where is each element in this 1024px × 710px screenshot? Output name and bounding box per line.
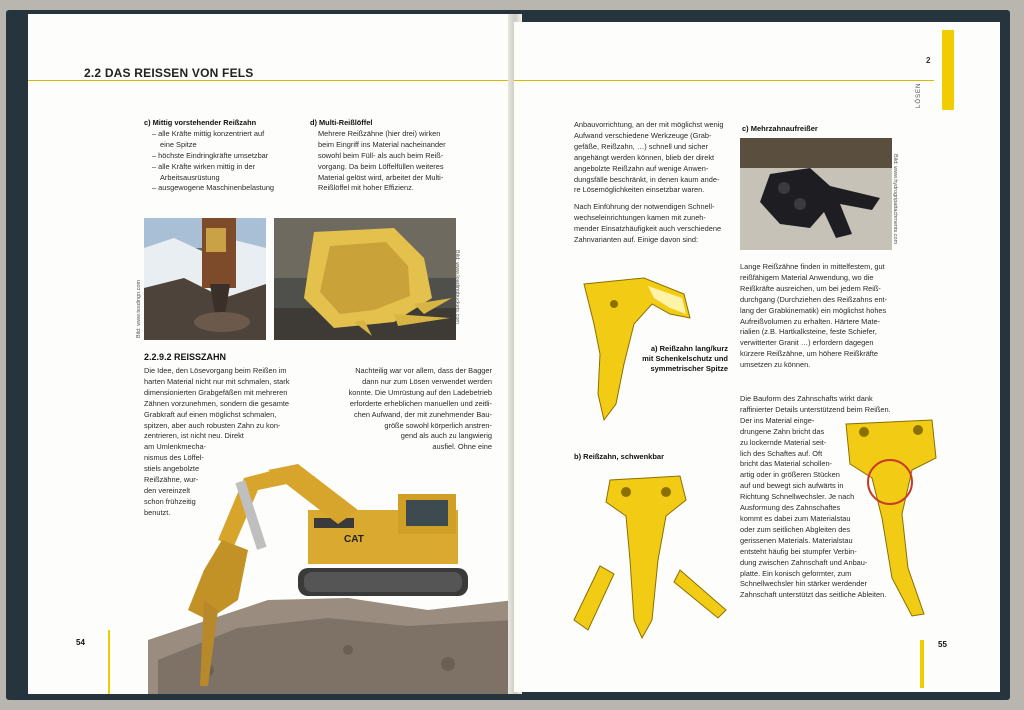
section-c-block [144,118,294,194]
body-line: dungsfälle beschränkt, in denen kaum ande- [574,174,720,184]
body-line: dann nur zum Lösen verwendet werden [362,376,492,386]
right-col-2a [740,262,920,371]
body-line: zu lockernde Material seit- [740,437,827,447]
body-line: größe sowohl körperlich anstren- [384,420,492,430]
chapter-tab-number: 2 [926,56,931,65]
section-c-heading-right: c) Mehrzahnaufreißer [742,124,818,133]
body-line: Grabkraft auf einen möglichst schmalen, [144,409,277,419]
body-line: bricht das Material schollen- [740,459,833,469]
section-d-heading: d) Multi-Reißlöffel [310,118,373,127]
body-line: kürzere Reißzähne, um höhere Reißkräfte [740,349,879,359]
page-number-right: 55 [938,640,947,649]
body-col-2 [332,366,492,453]
section-c-item: – ausgewogene Maschinenbelastung [152,183,275,193]
caption-b: b) Reißzahn, schwenkbar [574,452,665,461]
page-number-left: 54 [76,638,85,647]
body-line: drungene Zahn bricht das [740,426,825,436]
body-line: stiels angebolzte [144,464,200,474]
body-line: Aufwand verschiedene Werkzeuge (Grab- [574,130,712,140]
body-line: re Lösemöglichkeiten einsetzbar waren. [574,185,705,195]
caption-a-line: mit Schenkelschutz und [642,354,728,363]
body-line: Richtung Schnellwechsler. Je nach [740,492,855,502]
photo-credit-3: Bild: www.hydrogripattachments.com [892,154,898,245]
chapter-tab-label: LÖSEN [916,82,922,108]
body-line: gend als auch zu langwierig [400,431,492,441]
body-line: Anbauvorrichtung, an der mit möglichst wenig [574,120,724,129]
body-line: Schnellwechsler hin stärker werdender [740,579,867,589]
section-c-item: eine Spitze [160,139,197,149]
body-line: oder zum seitlichen Abgleiten des [740,524,851,534]
body-line: harten Material nicht nur mit schmalen, stark [144,376,290,386]
ripper-shank-illustration [842,418,938,618]
body-line: ausfiel. Ohne eine [432,442,492,452]
excavator-photo [148,450,514,694]
chapter-tab [942,30,954,110]
right-page [514,22,1000,692]
body-line: Lange Reißzähne finden in mittelfestem, gut [740,262,885,271]
photo-credit-2: Bild: www.loadingbuckets.com [454,250,460,324]
header-rule [28,80,514,81]
section-c-item: – alle Kräfte wirken mittig in der [152,161,256,171]
caption-a-line: a) Reißzahn lang/kurz [650,344,728,353]
section-d-block [310,118,470,194]
body-line: Zähnen vorzunehmen, sondern die gesamte [144,398,290,408]
body-line: Reißkräfte ausreichen, um bei jedem Reiß- [740,283,881,293]
body-line: Nachteilig war vor allem, dass der Bagger [355,366,492,375]
body-line: artig oder in größeren Stücken [740,470,840,480]
body-line: dung zwischen Zahnschaft und Anbau- [740,557,868,567]
body-line: konnte. Die Umrüstung auf den Ladebetrieb [348,387,492,397]
body-line: am Umlenkmecha- [144,442,207,452]
body-line: wechseleinrichtungen kamen mit zuneh- [574,213,706,223]
body-line: umsetzen zu können. [740,360,811,370]
body-line: Zahnschaft unterstützt das seitliche Ableiten. [740,590,887,600]
photo-rock-ripper [144,218,266,340]
right-col-1 [574,120,742,246]
body-line: benutzt. [144,507,171,517]
page-marker-bar [108,630,110,694]
body-line: nismus des Löffel- [144,453,204,463]
section-c-item: Arbeitsausrüstung [160,172,220,182]
body-line: schon frühzeitig [144,496,196,506]
photo-multi-tooth-ripper [740,138,892,250]
section-d-line: vorgang. Da beim Löffelfüllen weiteres [318,161,444,171]
header-rule-right [514,80,934,81]
body-line: Aufreißvolumen zu erhalten. Härtere Mate- [740,316,881,326]
section-d-line: Material gelöst wird, arbeitet der Multi- [318,172,444,182]
body-line: gerissenen Materials. Materialstau [740,535,853,545]
photo-credit-1: Bild: www.tesdingn.com [136,279,142,338]
subheading-reisszahn: 2.2.9.2 REISSZAHN [144,352,227,362]
body-line: spitzen, aber auch robusten Zahn zu kon- [144,420,281,430]
body-line: lich des Schaftes auf. Oft [740,448,823,458]
body-line: Zahnvarianten auf. Einige davon sind: [574,235,699,245]
body-line: angehängt werden können, blieb der direkt [574,152,715,162]
body-line: erforderte erheblichen manuellen und zeitli- [349,398,492,408]
body-line: lang der Grabkinematik) ein möglichst hohes [740,305,887,315]
section-c-item: – alle Kräfte mittig konzentriert auf [152,128,265,138]
section-d-line: Mehrere Reißzähne (hier drei) wirken [318,128,441,138]
section-d-line: sowohl beim Füll- als auch beim Reiß- [318,150,444,160]
body-line: mender Einsatzhäufigkeit auch verschiedene [574,224,722,234]
section-c-item: – höchste Eindringkräfte umsetzbar [152,150,269,160]
page-marker-bar-right [920,640,924,688]
body-line: Der ins Material einge- [740,415,815,425]
svg-text:CAT: CAT [344,534,364,545]
body-line: entsteht häufig bei stumpfer Verbin- [740,546,857,556]
body-line: durchgang (Durchziehen des Reißzahns ent- [740,294,888,304]
body-line: chen Aufwand, der mit zunehmender Bau- [353,409,492,419]
body-line: angebolzte Reißzahn auf wenige Anwen- [574,163,709,173]
body-line: Die Idee, den Lösevorgang beim Reißen im [144,366,287,375]
body-line: gefäße, Reißzahn, …) schnell und sicher [574,141,708,151]
section-d-line: beim Eingriff ins Material nacheinander [318,139,446,149]
body-line: platte. Ein konisch geformter, zum [740,568,852,578]
body-line: verwitterter Granit …) erfordern dagegen [740,338,874,348]
body-line: den vereinzelt [144,485,191,495]
body-line: Die Bauform des Zahnschafts wirkt dank [740,394,873,403]
body-line: rialien (z.B. Hartkalksteine, feste Schiefer, [740,327,877,337]
body-line: raffinierter Details unterstützend beim Reißen. [740,404,891,414]
body-line: Reißzähne, wur- [144,475,199,485]
body-line: auf und bewegt sich aufwärts in [740,481,844,491]
body-line: dimensionierten Grabgefäßen mit mehreren [144,387,288,397]
body-line: kommt es dabei zum Materialstau [740,513,851,523]
body-line: reißfähigem Material Anwendung, wo die [740,272,874,282]
section-d-line: Reißlöffel mit hoher Effizienz. [318,183,414,193]
caption-a-line: symmetrischer Spitze [650,364,728,373]
section-c-heading: c) Mittig vorstehender Reißzahn [144,118,257,127]
caption-a [624,344,728,374]
photo-multi-ripper-bucket [274,218,456,340]
chapter-title: 2.2 DAS REISSEN VON FELS [84,66,254,80]
body-line: zentrieren, ist nicht neu. Direkt [144,431,244,441]
left-page [28,14,514,694]
ripper-tooth-swivel-illustration [570,470,730,646]
body-line: Ausformung des Zahnschaftes [740,503,841,513]
body-line: Nach Einführung der notwendigen Schnell- [574,202,715,212]
